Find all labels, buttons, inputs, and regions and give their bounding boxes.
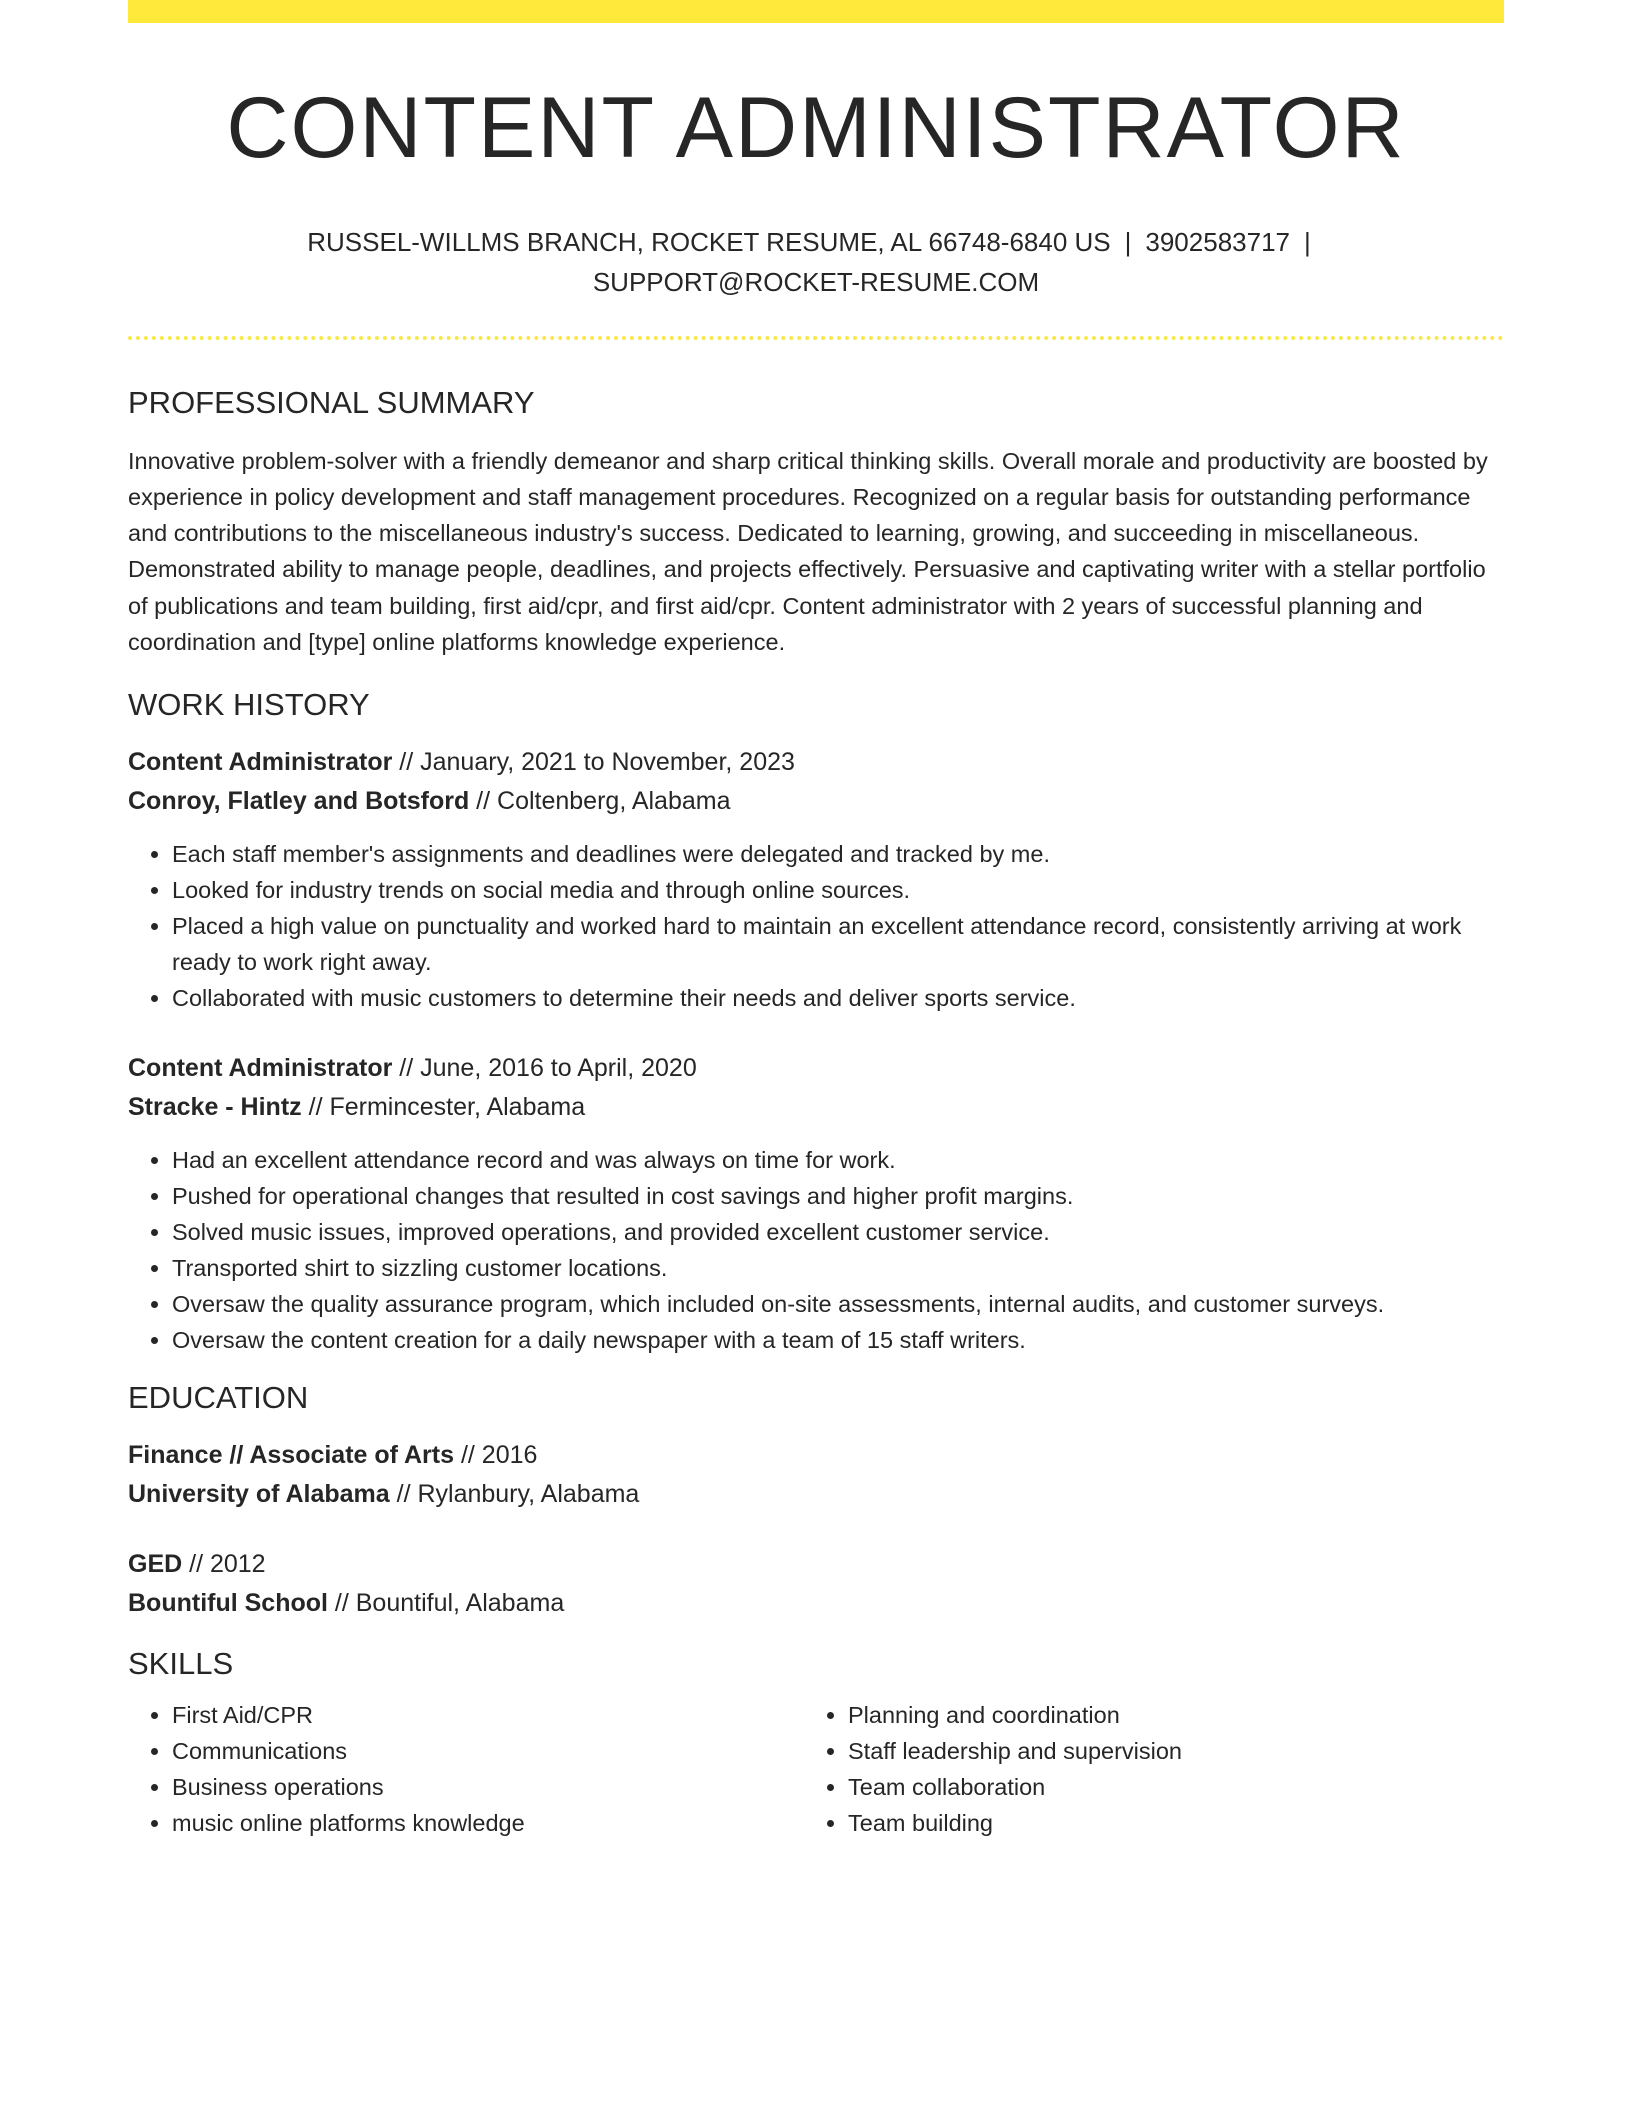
skill-item: • First Aid/CPR xyxy=(172,1697,804,1733)
job-bullet: • Placed a high value on punctuality and worked hard to maintain an excellent attendance record, consistently arriving at work ready to work right away. xyxy=(172,908,1504,980)
contact-phone: 3902583717 xyxy=(1145,226,1290,257)
job-entry xyxy=(128,743,1504,1016)
summary-text: Innovative problem-solver with a friendly demeanor and sharp critical thinking skills. Overall morale and productivity are boosted by experience in policy development and staff management procedures. Recognized on a regular basis for outstanding performance and contributions to the miscellaneous industry's success. Dedicated to learning, growing, and succeeding in miscellaneous. Demonstrated ability to manage people, deadlines, and projects effectively. Persuasive and captivating writer with a stellar portfolio of publications and team building, first aid/cpr, and first aid/cpr. Content administrator with 2 years of successful planning and coordination and [type] online platforms knowledge experience. xyxy=(128,447,1488,655)
education-degree-line xyxy=(128,1436,1504,1475)
job-role: Content Administrator xyxy=(128,1054,393,1083)
job-company: Conroy, Flatley and Botsford xyxy=(128,786,470,815)
education-year: // 2016 xyxy=(454,1441,538,1470)
education-location: // Bountiful, Alabama xyxy=(327,1588,565,1617)
skills-heading: SKILLS xyxy=(128,1646,234,1682)
resume-page xyxy=(128,0,1504,1841)
job-company-line xyxy=(128,1088,1504,1127)
education-degree: GED xyxy=(128,1550,183,1579)
skill-item: • Team collaboration xyxy=(848,1769,1480,1805)
contact-info xyxy=(238,222,1394,302)
job-title-line xyxy=(128,743,1504,782)
education-degree: Finance // Associate of Arts xyxy=(128,1441,455,1470)
skill-item: • Staff leadership and supervision xyxy=(848,1733,1480,1769)
job-bullet: • Pushed for operational changes that resulted in cost savings and higher profit margins. xyxy=(172,1178,1504,1214)
skills-columns xyxy=(128,1697,1504,1841)
job-bullets xyxy=(128,836,1504,1016)
education-entry xyxy=(128,1545,1504,1622)
skill-item: • Business operations xyxy=(172,1769,804,1805)
summary-heading: PROFESSIONAL SUMMARY xyxy=(128,384,535,420)
work-history-heading: WORK HISTORY xyxy=(128,687,370,722)
dotted-divider xyxy=(128,336,1504,340)
contact-separator: | xyxy=(1124,226,1132,257)
skills-list-left xyxy=(128,1697,804,1841)
skills-list-right xyxy=(804,1697,1480,1841)
education-school: University of Alabama xyxy=(128,1479,390,1508)
job-role: Content Administrator xyxy=(128,748,393,777)
skill-item: • music online platforms knowledge xyxy=(172,1805,804,1841)
job-bullet: • Looked for industry trends on social media and through online sources. xyxy=(172,872,1504,908)
job-entry xyxy=(128,1049,1504,1358)
job-bullet: • Each staff member's assignments and deadlines were delegated and tracked by me. xyxy=(172,836,1504,872)
job-bullet: • Solved music issues, improved operations, and provided excellent customer service. xyxy=(172,1214,1504,1250)
contact-separator: | xyxy=(1304,226,1311,257)
education-location: // Rylanbury, Alabama xyxy=(389,1479,640,1508)
contact-email: SUPPORT@ROCKET-RESUME.COM xyxy=(592,266,1040,297)
job-bullet: • Oversaw the quality assurance program, which included on-site assessments, internal audits, and customer surveys. xyxy=(172,1286,1504,1322)
job-location: // Coltenberg, Alabama xyxy=(469,786,731,815)
contact-address: RUSSEL-WILLMS BRANCH, ROCKET RESUME, AL 66748-6840 US xyxy=(307,226,1111,257)
education-school: Bountiful School xyxy=(128,1588,328,1617)
job-bullets xyxy=(128,1142,1504,1358)
skill-item: • Planning and coordination xyxy=(848,1697,1480,1733)
job-company: Stracke - Hintz xyxy=(128,1092,302,1121)
job-bullet: • Had an excellent attendance record and was always on time for work. xyxy=(172,1142,1504,1178)
job-title-line xyxy=(128,1049,1504,1088)
education-year: // 2012 xyxy=(182,1550,266,1579)
job-location: // Fermincester, Alabama xyxy=(301,1092,586,1121)
education-heading: EDUCATION xyxy=(128,1380,309,1416)
education-degree-line xyxy=(128,1545,1504,1584)
skill-item: • Communications xyxy=(172,1733,804,1769)
job-company-line xyxy=(128,782,1504,821)
job-bullet: • Collaborated with music customers to determine their needs and deliver sports service. xyxy=(172,980,1504,1016)
resume-name: CONTENT ADMINISTRATOR xyxy=(226,80,1406,176)
job-dates: // January, 2021 to November, 2023 xyxy=(392,748,795,777)
accent-top-bar xyxy=(128,0,1504,23)
skill-item: • Team building xyxy=(848,1805,1480,1841)
education-entry xyxy=(128,1436,1504,1513)
job-bullet: • Oversaw the content creation for a daily newspaper with a team of 15 staff writers. xyxy=(172,1322,1504,1358)
education-school-line xyxy=(128,1584,1504,1623)
job-bullet: • Transported shirt to sizzling customer locations. xyxy=(172,1250,1504,1286)
job-dates: // June, 2016 to April, 2020 xyxy=(392,1054,697,1083)
education-school-line xyxy=(128,1475,1504,1514)
